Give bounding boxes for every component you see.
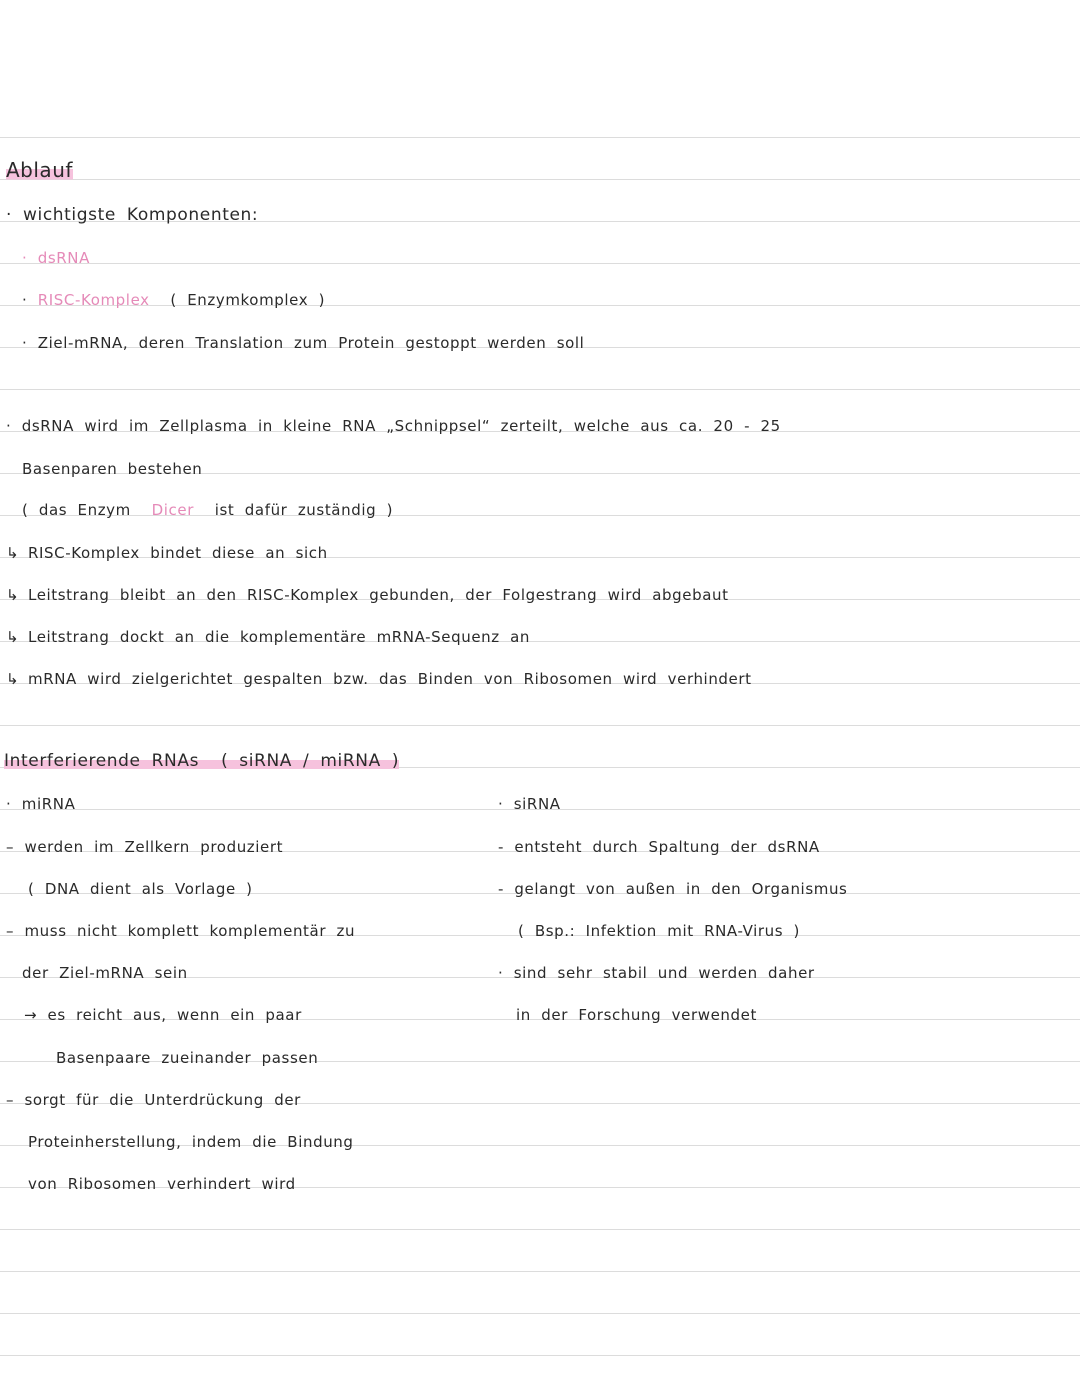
arrow-icon: ↳ bbox=[6, 586, 20, 604]
ruled-line bbox=[0, 725, 1080, 726]
ruled-line bbox=[0, 179, 1080, 180]
step-4: ↳ mRNA wird zielgerichtet gespalten bzw. das Binden von Ribosomen wird verhindert bbox=[6, 670, 752, 688]
mirna-title: · miRNA bbox=[6, 795, 76, 813]
step-1: ↳ RISC-Komplex bindet diese an sich bbox=[6, 544, 328, 562]
step-3: ↳ Leitstrang dockt an die komplementäre mRNA-Sequenz an bbox=[6, 628, 531, 646]
mirna-line: – sorgt für die Unterdrückung der bbox=[6, 1091, 301, 1109]
sirna-line: - entsteht durch Spaltung der dsRNA bbox=[498, 838, 820, 856]
sirna-line: in der Forschung verwendet bbox=[516, 1006, 757, 1024]
arrow-icon: ↳ bbox=[6, 544, 20, 562]
arrow-icon: ↳ bbox=[6, 670, 20, 688]
process-line-2: Basenparen bestehen bbox=[22, 460, 203, 478]
mirna-line: → es reicht aus, wenn ein paar bbox=[24, 1006, 302, 1024]
sirna-line: ( Bsp.: Infektion mit RNA-Virus ) bbox=[518, 922, 801, 940]
mirna-line: Basenpaare zueinander passen bbox=[56, 1049, 319, 1067]
process-line-1: · dsRNA wird im Zellplasma in kleine RNA „Schnippsel“ zerteilt, welche aus ca. 20 - 25 bbox=[6, 417, 781, 435]
component-risc: · RISC-Komplex ( Enzymkomplex ) bbox=[22, 291, 326, 309]
components-title: · wichtigste Komponenten: bbox=[6, 205, 259, 225]
mirna-line: ( DNA dient als Vorlage ) bbox=[28, 880, 253, 898]
sirna-line: · sind sehr stabil und werden daher bbox=[498, 964, 815, 982]
ruled-line bbox=[0, 389, 1080, 390]
dicer-enzyme: Dicer bbox=[151, 501, 194, 519]
section-heading-interferierende-rnas: Interferierende RNAs ( siRNA / miRNA ) bbox=[4, 751, 400, 771]
component-dsrna: · dsRNA bbox=[22, 249, 90, 267]
sirna-line: - gelangt von außen in den Organismus bbox=[498, 880, 848, 898]
arrow-icon: ↳ bbox=[6, 628, 20, 646]
ruled-line bbox=[0, 1271, 1080, 1272]
mirna-line: Proteinherstellung, indem die Bindung bbox=[28, 1133, 354, 1151]
ruled-line bbox=[0, 1229, 1080, 1230]
component-target-mrna: · Ziel-mRNA, deren Translation zum Protein gestoppt werden soll bbox=[22, 334, 585, 352]
ruled-line bbox=[0, 137, 1080, 138]
sirna-title: · siRNA bbox=[498, 795, 561, 813]
mirna-line: – muss nicht komplett komplementär zu bbox=[6, 922, 356, 940]
mirna-line: von Ribosomen verhindert wird bbox=[28, 1175, 296, 1193]
ruled-line bbox=[0, 263, 1080, 264]
mirna-line: – werden im Zellkern produziert bbox=[6, 838, 284, 856]
step-2: ↳ Leitstrang bleibt an den RISC-Komplex gebunden, der Folgestrang wird abgebaut bbox=[6, 586, 729, 604]
process-line-3: ( das Enzym Dicer ist dafür zuständig ) bbox=[22, 501, 394, 519]
ruled-line bbox=[0, 1313, 1080, 1314]
section-heading-ablauf: Ablauf bbox=[6, 158, 73, 182]
ruled-line bbox=[0, 1355, 1080, 1356]
mirna-line: der Ziel-mRNA sein bbox=[22, 964, 188, 982]
